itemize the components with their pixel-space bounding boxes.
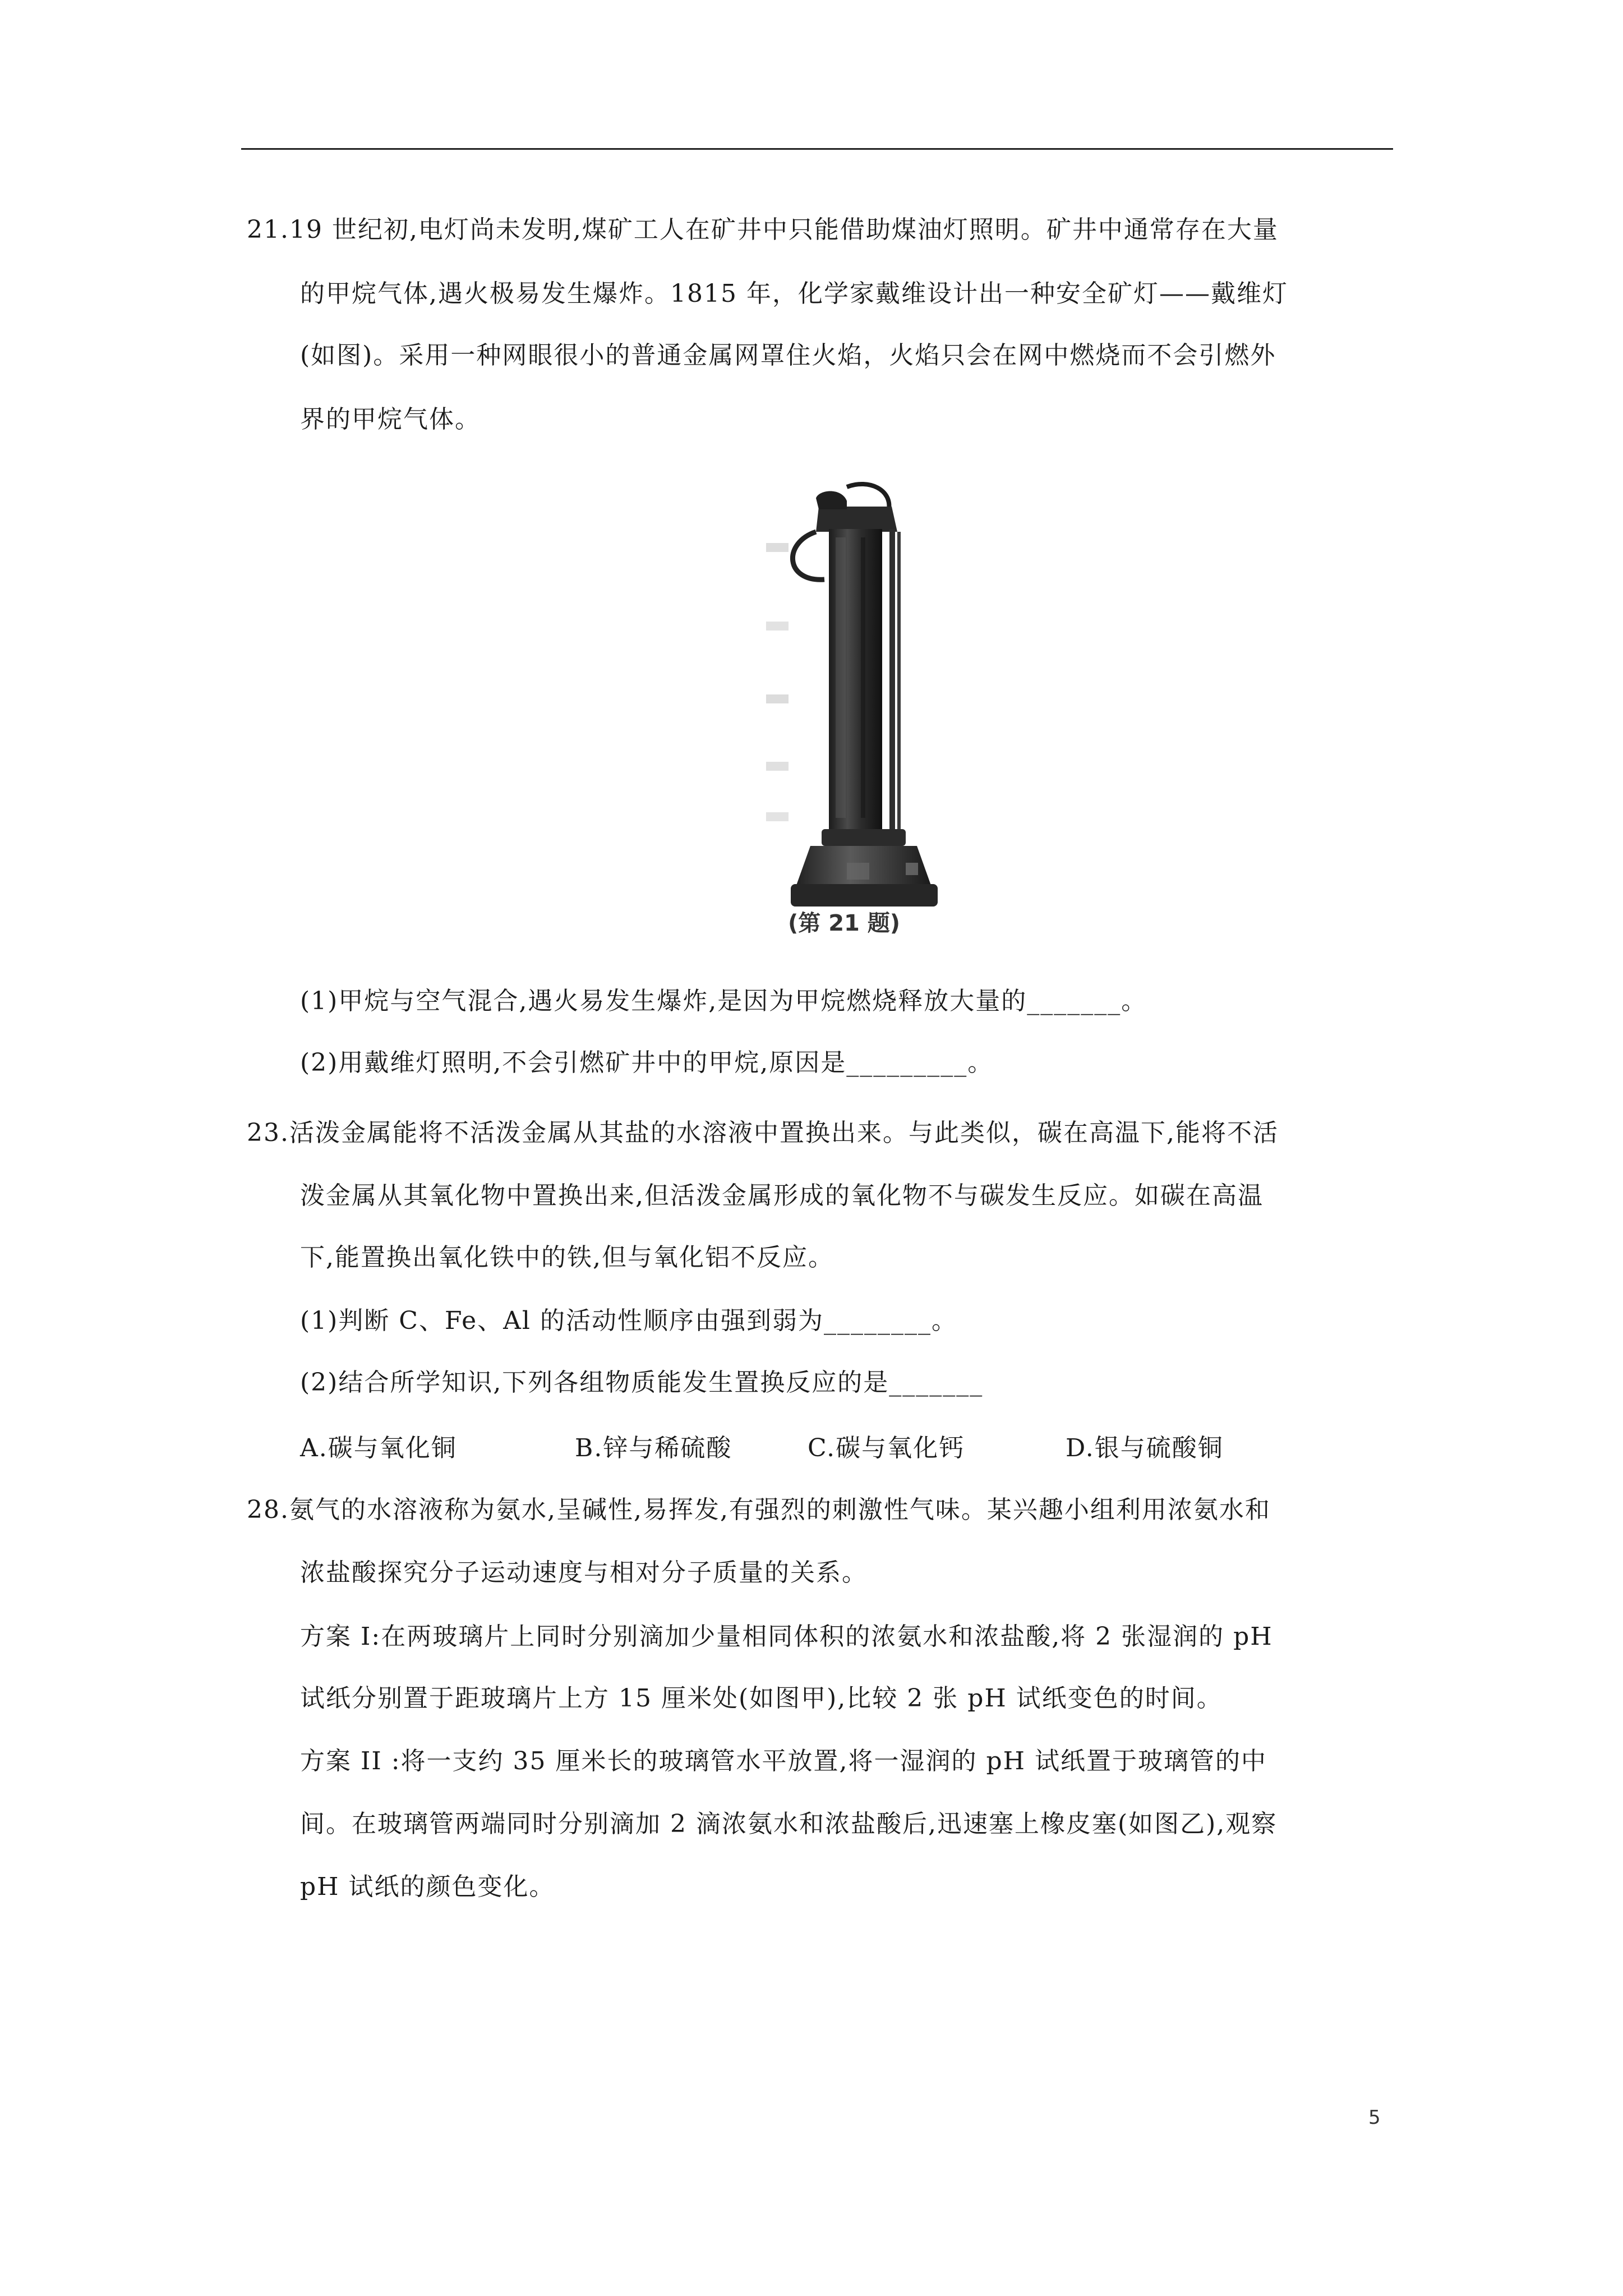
q28-line-1: 28.氨气的水溶液称为氨水,呈碱性,易挥发,有强烈的刺激性气味。某兴趣小组利用浓氨水和 <box>247 1496 1271 1524</box>
q21-sub-2: (2)用戴维灯照明,不会引燃矿井中的甲烷,原因是_________。 <box>300 1048 994 1077</box>
q21-line-4: 界的甲烷气体。 <box>300 405 481 434</box>
page-number: 5 <box>1368 2106 1381 2129</box>
q23-line-1: 23.活泼金属能将不活泼金属从其盐的水溶液中置换出来。与此类似，碳在高温下,能将不活 <box>247 1119 1279 1147</box>
figure-caption: (第 21 题) <box>788 910 901 936</box>
q23-option-d: D.银与硫酸铜 <box>1066 1434 1224 1462</box>
davy-lamp-image <box>763 476 965 913</box>
header-rule <box>241 148 1393 150</box>
q21-line-2: 的甲烷气体,遇火极易发生爆炸。1815 年，化学家戴维设计出一种安全矿灯——戴维灯 <box>300 279 1288 308</box>
q23-line-2: 泼金属从其氧化物中置换出来,但活泼金属形成的氧化物不与碳发生反应。如碳在高温 <box>300 1181 1264 1210</box>
q21-line-1: 21.19 世纪初,电灯尚未发明,煤矿工人在矿井中只能借助煤油灯照明。矿井中通常存在大量 <box>247 215 1279 244</box>
q28-plan2-line-1: 方案 II :将一支约 35 厘米长的玻璃管水平放置,将一湿润的 pH 试纸置于玻璃管的中 <box>300 1747 1267 1775</box>
q28-line-2: 浓盐酸探究分子运动速度与相对分子质量的关系。 <box>300 1558 868 1587</box>
q28-plan2-line-3: pH 试纸的颜色变化。 <box>300 1872 555 1901</box>
q21-sub-1: (1)甲烷与空气混合,遇火易发生爆炸,是因为甲烷燃烧释放大量的_______。 <box>300 987 1147 1015</box>
q23-line-3: 下,能置换出氧化铁中的铁,但与氧化铝不反应。 <box>300 1243 834 1272</box>
q23-option-b: B.锌与稀硫酸 <box>575 1434 732 1462</box>
q28-plan2-line-2: 间。在玻璃管两端同时分别滴加 2 滴浓氨水和浓盐酸后,迅速塞上橡皮塞(如图乙),观察 <box>300 1810 1278 1838</box>
q23-option-a: A.碳与氧化铜 <box>300 1434 457 1462</box>
q23-sub-2: (2)结合所学知识,下列各组物质能发生置换反应的是_______ <box>300 1368 984 1397</box>
q23-option-c: C.碳与氧化钙 <box>808 1434 965 1462</box>
q21-line-3: (如图)。采用一种网眼很小的普通金属网罩住火焰，火焰只会在网中燃烧而不会引燃外 <box>300 341 1276 370</box>
q28-plan1-line-2: 试纸分别置于距玻璃片上方 15 厘米处(如图甲),比较 2 张 pH 试纸变色的时间。 <box>300 1684 1223 1713</box>
q23-sub-1: (1)判断 C、Fe、Al 的活动性顺序由强到弱为________。 <box>300 1306 957 1335</box>
q28-plan1-line-1: 方案 I:在两玻璃片上同时分别滴加少量相同体积的浓氨水和浓盐酸,将 2 张湿润的 pH <box>300 1622 1273 1651</box>
